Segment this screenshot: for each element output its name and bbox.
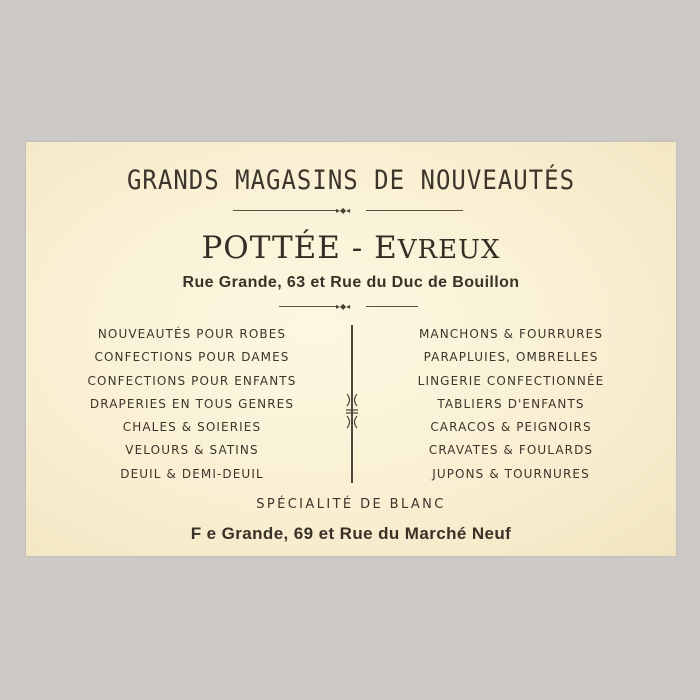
list-item: DEUIL & DEMI-DEUIL: [120, 466, 264, 481]
address-bottom: F e Grande, 69 et Rue du Marché Neuf: [190, 524, 512, 543]
list-item: PARAPLUIES, OMBRELLES: [423, 350, 599, 365]
mid-rule-ornament-icon: ▸◆◂: [336, 302, 351, 311]
address-top: Rue Grande, 63 et Rue du Duc de Bouillon: [182, 274, 520, 291]
brand-name: [26, 230, 676, 266]
list-item: DRAPERIES EN TOUS GENRES: [89, 396, 295, 411]
list-item: VELOURS & SATINS: [125, 443, 259, 458]
list-item: LINGERIE CONFECTIONNÉE: [417, 373, 605, 388]
divider-ornament-icon: [344, 386, 360, 436]
list-item: NOUVEAUTÉS POUR ROBES: [97, 327, 287, 341]
top-rule-right: [366, 210, 463, 211]
top-rule-ornament-icon: ▸◆◂: [336, 206, 351, 215]
list-item: MANCHONS & FOURRURES: [418, 327, 604, 341]
list-item: CARACOS & PEIGNOIRS: [430, 420, 592, 435]
list-item: CRAVATES & FOULARDS: [428, 443, 594, 458]
brand-second-initial: E: [374, 230, 398, 266]
mid-rule-right: [366, 306, 418, 307]
list-item: JUPONS & TOURNURES: [432, 466, 590, 481]
right-column: [370, 323, 652, 486]
mid-rule-left: [279, 306, 336, 307]
specialite-line: SPÉCIALITÉ DE BLANC: [256, 497, 446, 512]
list-item: TABLIERS D'ENFANTS: [437, 396, 585, 411]
list-item: CONFECTIONS POUR DAMES: [94, 350, 290, 365]
list-item: CHALES & SOIERIES: [122, 420, 262, 435]
list-item: CONFECTIONS POUR ENFANTS: [87, 373, 297, 388]
brand-separator: -: [351, 230, 364, 266]
brand-first: POTTÉE: [201, 230, 341, 266]
brand-second-rest: VREUX: [397, 235, 501, 265]
trade-card: [26, 142, 676, 556]
left-column: [52, 323, 332, 486]
card-heading: GRANDS MAGASINS DE NOUVEAUTÉS: [126, 164, 576, 196]
top-rule-left: [233, 210, 336, 211]
